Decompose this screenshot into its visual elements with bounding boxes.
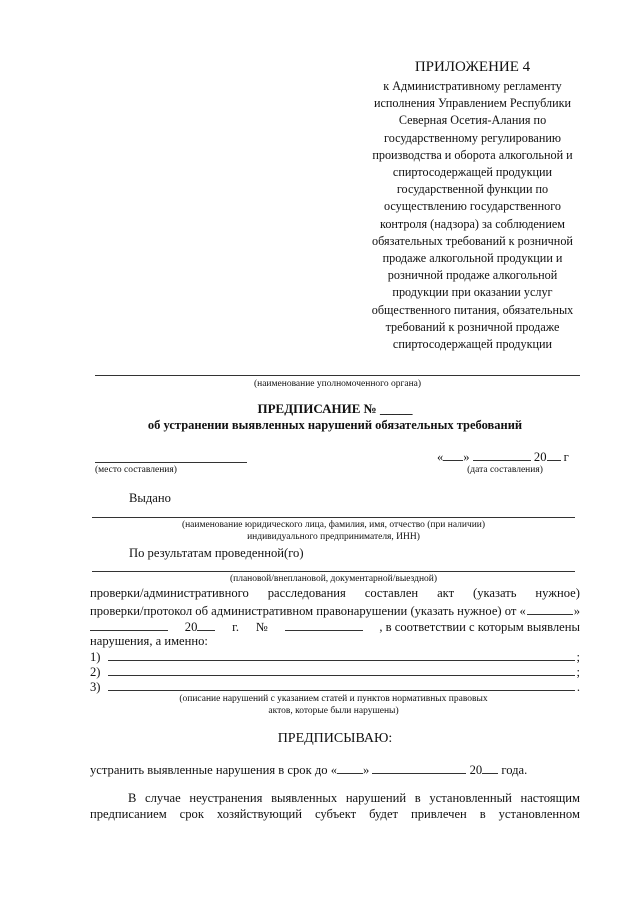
violation-number: 3) <box>90 680 101 694</box>
word: субъект <box>314 807 357 821</box>
violations-caption <box>92 693 575 717</box>
annex-line: осуществлению государственного <box>384 199 561 214</box>
annex-line: к Административному регламенту <box>383 79 562 93</box>
violation-end: ; <box>576 665 580 679</box>
annex-title: ПРИЛОЖЕНИЕ 4 <box>414 59 531 75</box>
word: настоящим <box>520 791 580 805</box>
annex-line: спиртосодержащей продукции <box>392 337 553 352</box>
deadline-day-blank[interactable] <box>337 761 363 774</box>
violations-caption-line-1: (описание нарушений с указанием статей и пунктов нормативных правовых <box>179 694 488 704</box>
date-open-quote: « <box>437 450 444 464</box>
check-number-blank[interactable] <box>285 618 363 631</box>
number-sign: № <box>255 620 268 634</box>
word: акт <box>437 586 455 600</box>
violation-end: . <box>576 680 580 694</box>
document-title: ПРЕДПИСАНИЕ № _____ <box>257 401 413 416</box>
violation-number: 2) <box>90 665 101 679</box>
word: В <box>128 791 137 805</box>
date-year-prefix: 20 <box>533 450 547 464</box>
violation-row-1[interactable] <box>90 648 580 664</box>
violation-field-line[interactable] <box>108 648 575 661</box>
entity-caption <box>92 519 575 543</box>
deadline-suffix: года. <box>501 763 528 777</box>
word: неустранения <box>189 791 263 805</box>
annex-line: спиртосодержащей продукции <box>392 165 553 180</box>
issued-label: Выдано <box>129 491 171 505</box>
word: нарушений <box>345 791 407 805</box>
deadline-month-blank[interactable] <box>372 761 466 774</box>
deadline-year-prefix: 20 <box>469 763 483 777</box>
year-prefix: 20 <box>184 620 198 634</box>
document-subtitle: об устранении выявленных нарушений обязательных требований <box>147 418 523 432</box>
check-caption: (плановой/внеплановой, документарной/выездной) <box>229 574 438 584</box>
deadline-year-blank[interactable] <box>482 761 498 774</box>
final-para-line-1 <box>128 791 580 807</box>
annex-line: исполнения Управлением Республики <box>373 96 572 111</box>
violation-number: 1) <box>90 650 101 664</box>
annex-line: Северная Осетия-Алания по <box>398 113 547 128</box>
entity-caption-line-2: индивидуального предпринимателя, ИНН) <box>247 532 420 542</box>
para1-line-2-text: проверки/протокол об административном правонарушении (указать нужное) от « <box>90 604 526 618</box>
word: установленный <box>429 791 512 805</box>
check-month-blank[interactable] <box>90 618 168 631</box>
word: случае <box>145 791 181 805</box>
order-heading: ПРЕДПИСЫВАЮ: <box>277 731 393 746</box>
final-para-line-2 <box>90 807 580 823</box>
annex-line: государственному регулированию <box>384 130 561 145</box>
annex-line: производства и оборота алкогольной и <box>372 147 573 162</box>
word: будет <box>369 807 399 821</box>
word: срок <box>179 807 204 821</box>
word: составлен <box>364 586 419 600</box>
word: в <box>479 807 486 821</box>
deadline-text: устранить выявленные нарушения в срок до « <box>90 763 337 777</box>
para1-line-3-rest: , в соответствии с которым выявлены <box>379 620 580 634</box>
word: привлечен <box>411 807 467 821</box>
authority-field-line[interactable] <box>95 375 580 376</box>
word: установленном <box>498 807 580 821</box>
annex-line: продукции при оказании услуг <box>392 285 553 300</box>
annex-line: государственной функции по <box>396 182 549 197</box>
para1-year-group <box>185 618 216 635</box>
check-day-blank[interactable] <box>527 602 573 615</box>
word: проверки/административного <box>90 586 249 600</box>
date-year-suffix: г <box>563 450 569 464</box>
date-field[interactable] <box>437 448 569 465</box>
annex-line: продаже алкогольной продукции и <box>382 251 563 266</box>
place-caption: (место составления) <box>95 465 177 475</box>
violation-row-3[interactable] <box>90 678 580 694</box>
para1-line-4: нарушения, а именно: <box>90 634 208 648</box>
authority-caption: (наименование уполномоченного органа) <box>253 379 422 389</box>
para1-line-2 <box>90 602 580 618</box>
para1-line-2-end: » <box>573 604 580 618</box>
date-year-blank[interactable] <box>547 448 561 461</box>
annex-line: розничной продаже алкогольной <box>387 268 558 283</box>
check-type-field-line[interactable] <box>92 571 575 572</box>
date-caption: (дата составления) <box>467 465 543 475</box>
year-abbrev: г. <box>232 620 240 634</box>
word: нужное) <box>535 586 580 600</box>
violations-caption-line-2: актов, которые были нарушены) <box>268 706 399 716</box>
annex-line: контроля (надзора) за соблюдением <box>380 216 565 231</box>
violation-end: ; <box>576 650 580 664</box>
date-month-blank[interactable] <box>473 448 531 461</box>
entity-caption-line-1: (наименование юридического лица, фамилия, имя, отчество (при наличии) <box>181 520 486 530</box>
check-year-blank[interactable] <box>197 618 215 631</box>
deadline-close-quote: » <box>363 763 370 777</box>
word: предписанием <box>90 807 167 821</box>
results-label: По результатам проведенной(го) <box>129 546 304 560</box>
word: выявленных <box>271 791 338 805</box>
para1-line-3 <box>90 618 580 634</box>
date-close-quote: » <box>463 450 470 464</box>
violation-field-line[interactable] <box>108 678 575 691</box>
place-field-line[interactable] <box>95 462 247 463</box>
deadline-line <box>90 761 527 778</box>
word: в <box>414 791 421 805</box>
word: (указать <box>473 586 517 600</box>
annex-line: общественного питания, обязательных <box>371 302 574 317</box>
date-day-blank[interactable] <box>443 448 463 461</box>
word: хозяйствующий <box>216 807 303 821</box>
annex-line: требований к розничной продаже <box>385 319 560 334</box>
para1-line-1 <box>90 586 580 602</box>
word: расследования <box>267 586 346 600</box>
entity-field-line[interactable] <box>92 517 575 518</box>
annex-line: обязательных требований к розничной <box>372 233 573 248</box>
annex-body <box>355 78 590 353</box>
violation-field-line[interactable] <box>108 663 575 676</box>
violation-row-2[interactable] <box>90 663 580 679</box>
